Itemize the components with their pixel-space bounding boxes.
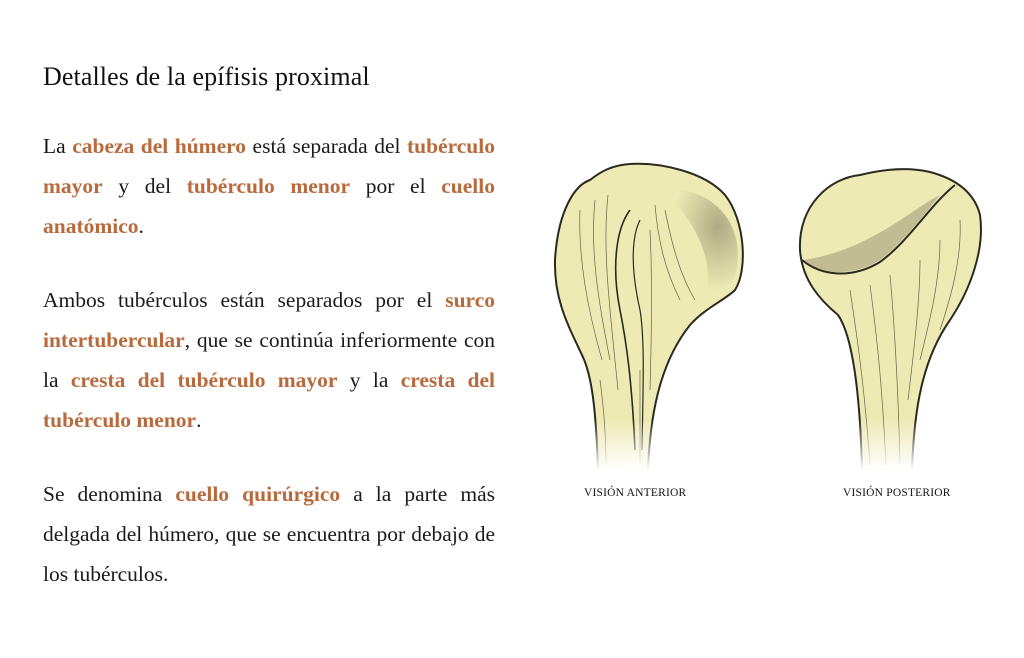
highlighted-term: cresta del tubérculo mayor	[70, 368, 338, 392]
paragraph-text: y la	[337, 368, 401, 392]
highlighted-term: cuello quirúrgico	[175, 482, 341, 506]
page-title: Detalles de la epífisis proximal	[43, 62, 370, 91]
humerus-illustration	[540, 150, 1000, 470]
paragraph-text: La	[43, 134, 73, 158]
paragraph-text: , que se continúa inferiormente con la	[43, 328, 495, 392]
highlighted-term: surco intertubercular	[43, 288, 495, 352]
paragraph-text: a la parte más delgada del húmero, que se encuentra por debajo de los tubérculos.	[43, 482, 495, 586]
paragraph-text: .	[138, 214, 144, 238]
paragraph	[43, 126, 495, 246]
paragraph-text: Se denomina	[43, 482, 176, 506]
paragraph-text: y del	[102, 174, 187, 198]
highlighted-term: cuello anatómico	[43, 174, 495, 238]
paragraph-text: está separada del	[246, 134, 407, 158]
highlighted-term: tubérculo menor	[186, 174, 351, 198]
paragraph-text: .	[196, 408, 202, 432]
paragraph	[43, 474, 495, 594]
text-column	[43, 126, 495, 594]
highlighted-term: tubérculo mayor	[43, 134, 495, 198]
humerus-figure	[540, 150, 1000, 510]
caption-anterior: VISIÓN ANTERIOR	[584, 487, 687, 499]
paragraph	[43, 280, 495, 440]
highlighted-term: cresta del tubérculo menor	[43, 368, 495, 432]
highlighted-term: cabeza del húmero	[72, 134, 247, 158]
bottom-fade	[540, 420, 1000, 470]
caption-posterior: VISIÓN POSTERIOR	[843, 487, 951, 499]
paragraph-text: Ambos tubérculos están separados por el	[43, 288, 446, 312]
paragraph-text: por el	[350, 174, 442, 198]
